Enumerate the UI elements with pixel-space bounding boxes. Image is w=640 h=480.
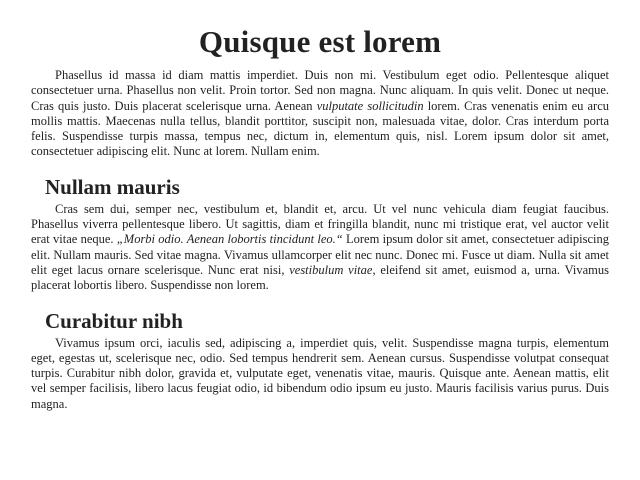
section-nullam-mauris (31, 174, 609, 294)
text-run: Cras sem dui, semper nec, vestibulum et, blandit et, arcu. Ut vel nunc vehicula diam feugiat faucibus. Phasellus viverra pellentesque libero. Ut sagittis, diam et fringilla blandit, nunc mi tristique erat, vel auctor velit erat vitae neque. (31, 201, 609, 247)
italic-text-run: vestibulum vitae (289, 262, 373, 277)
text-run: lorem. Cras venenatis enim eu arcu mollis mattis. Maecenas nulla tellus, blandit porttitor, suscipit non, malesuada vitae, dolor. Cras interdum porta felis. Suspendisse turpis massa, tempus nec, dictum in, elementum quis, nisl. Lorem ipsum dolor sit amet, consectetuer adipiscing elit. Nunc at lorem. Nullam enim. (31, 98, 610, 159)
section-intro (31, 68, 609, 160)
text-run: Lorem ipsum dolor sit amet, consectetuer adipiscing elit. Nullam mauris. Sed vitae magna. Vivamus ullamcorper elit nec nunc. Donec mi. Fusce ut diam. Nulla sit amet elit eget lacus ornare scelerisque. Nunc erat nisi, (31, 232, 609, 277)
section-curabitur-nibh (31, 308, 609, 412)
document-page (31, 22, 609, 412)
section-heading: Curabitur nibh (45, 308, 183, 333)
paragraph-nullam-mauris (31, 202, 609, 294)
text-run: , eleifend sit amet, euismod a, urna. Vivamus placerat lobortis libero. Suspendisse non lorem. (31, 262, 609, 293)
paragraph-intro (31, 68, 609, 160)
text-run: Phasellus id massa id diam mattis imperdiet. Duis non mi. Vestibulum eget odio. Pellentesque aliquet consectetuer urna. Phasellus non velit. Proin tortor. Sed non magna. Nunc aliquam. In quis velit. Donec ut neque. Cras quis justo. Duis placerat scelerisque urna. Aenean (31, 68, 609, 113)
section-heading: Nullam mauris (45, 174, 180, 199)
text-run: Vivamus ipsum orci, iaculis sed, adipiscing a, imperdiet quis, velit. Suspendisse magna turpis, elementum eget, egestas ut, scelerisque nec, odio. Sed tempus hendrerit sem. Aenean cursus. Suspendisse volutpat consequat turpis. Curabitur nibh dolor, gravida et, vulputate eget, venenatis vitae, mauris. Quisque ante. Aenean mattis, elit vel semper facilisis, libero lacus feugiat odio, id bibendum odio ipsum eu justo. Mauris facilisis varius purus. Duis magna. (31, 335, 609, 411)
document-title: Quisque est lorem (198, 24, 442, 59)
italic-text-run: vulputate sollicitudin (316, 98, 424, 113)
italic-text-run: „Morbi odio. Aenean lobortis tincidunt leo.“ (116, 232, 343, 247)
paragraph-curabitur-nibh (31, 336, 609, 412)
